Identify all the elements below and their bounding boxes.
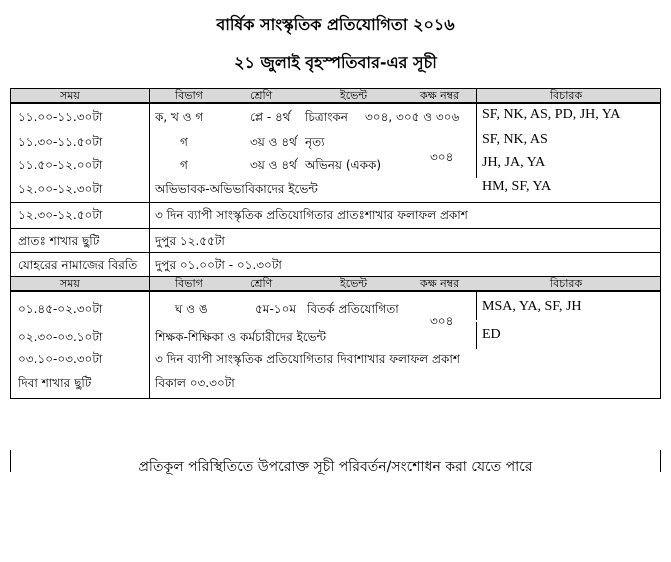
row-time: ০৩.১০-০৩.৩০টা xyxy=(18,352,103,366)
row-judges: HM, SF, YA xyxy=(482,179,552,194)
header-event: ইভেন্ট xyxy=(340,277,367,290)
row-time: ১১.৫০-১২.০০টা xyxy=(18,158,103,172)
row-room: ৩০৪ xyxy=(430,150,454,164)
row-time: ১২.৩০-১২.৫০টা xyxy=(18,208,103,222)
header-grade: শ্রেণি xyxy=(250,277,273,290)
header-judge: বিচারক xyxy=(550,277,583,290)
row-event: অভিভাবক-অভিভাবিকাদের ইভেন্ট xyxy=(155,182,318,196)
row-grade: ৩য় ও ৪র্থ xyxy=(250,158,297,172)
row-label: প্রাতঃ শাখার ছুটি xyxy=(18,234,100,248)
header-judge: বিচারক xyxy=(550,89,583,102)
row-grade: ৫ম-১০ম xyxy=(255,302,297,316)
row-event: চিত্রাংকন xyxy=(305,110,348,124)
header-event: ইভেন্ট xyxy=(340,89,367,102)
row-value: দুপুর ০১.০০টা - ০১.৩০টা xyxy=(155,258,282,272)
row-event: ৩ দিন ব্যাপী সাংস্কৃতিক প্রতিযোগিতার দিবাশাখার ফলাফল প্রকাশ xyxy=(155,352,460,366)
row-room: ৩০৪ xyxy=(430,314,454,328)
row-judges: MSA, YA, SF, JH xyxy=(482,299,582,314)
row-label: যোহরের নামাজের বিরতি xyxy=(18,258,138,272)
header-room: কক্ষ নম্বর xyxy=(420,89,460,102)
row-time: ১১.০০-১১.৩০টা xyxy=(18,110,103,124)
row-event: শিক্ষক-শিক্ষিকা ও কর্মচারীদের ইভেন্ট xyxy=(155,330,327,344)
header-room: কক্ষ নম্বর xyxy=(420,277,460,290)
header-grade: শ্রেণি xyxy=(250,89,273,102)
row-judges: SF, NK, AS, PD, JH, YA xyxy=(482,107,621,122)
row-section: গ xyxy=(180,158,188,172)
row-time: ১১.৩০-১১.৫০টা xyxy=(18,135,103,149)
row-section: গ xyxy=(180,135,188,149)
row-time: ০১.৪৫-০২.৩০টা xyxy=(18,302,103,316)
header-time: সময় xyxy=(60,89,80,102)
row-grade: প্লে - ৪র্থ xyxy=(250,110,291,124)
page-subtitle: ২১ জুলাই বৃহস্পতিবার-এর সূচী xyxy=(234,53,437,72)
header-time: সময় xyxy=(60,277,80,290)
row-judges: SF, NK, AS xyxy=(482,132,548,147)
row-event: ৩ দিন ব্যাপী সাংস্কৃতিক প্রতিযোগিতার প্রাতঃশাখার ফলাফল প্রকাশ xyxy=(155,208,468,222)
row-event: বিতর্ক প্রতিযোগিতা xyxy=(307,302,399,316)
row-time: ০২.৩০-০৩.১০টা xyxy=(18,330,103,344)
header-section: বিভাগ xyxy=(175,89,203,102)
row-judges: JH, JA, YA xyxy=(482,155,546,170)
page-title: বার্ষিক সাংস্কৃতিক প্রতিযোগিতা ২০১৬ xyxy=(216,15,455,34)
footer-note: প্রতিকূল পরিস্থিতিতে উপরোক্ত সূচী পরিবর্তন/সংশোধন করা যেতে পারে xyxy=(138,459,533,475)
row-value: দুপুর ১২.৫৫টা xyxy=(155,234,225,248)
row-section: ক, খ ও গ xyxy=(155,110,204,124)
row-section: ঘ ও ঙ xyxy=(175,302,208,316)
row-time: দিবা শাখার ছুটি xyxy=(18,376,92,390)
row-event: অভিনয় (একক) xyxy=(305,158,382,172)
row-room: ৩০৪, ৩০৫ ও ৩০৬ xyxy=(365,110,460,124)
header-section: বিভাগ xyxy=(175,277,203,290)
row-grade: ৩য় ও ৪র্থ xyxy=(250,135,297,149)
row-judges: ED xyxy=(482,327,501,342)
row-event: বিকাল ০৩.৩০টা xyxy=(155,376,235,390)
row-event: নৃত্য xyxy=(305,135,325,149)
row-time: ১২.০০-১২.৩০টা xyxy=(18,182,103,196)
